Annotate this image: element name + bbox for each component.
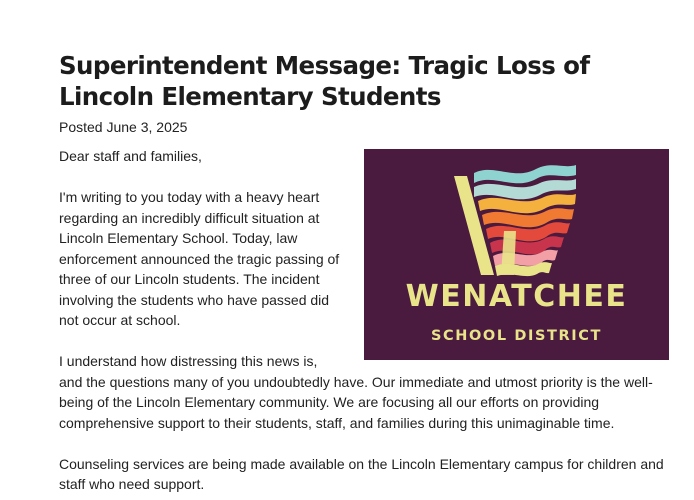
paragraph-priority: I understand how distressing this news is, and the questions many of you undoubtedly have. Our immediate and utmost priority is the well-being of the Lincoln Elementary community. We are focusing all our efforts on providing comprehensive support to their students, staff, and families during this unimaginable time. — [59, 353, 653, 431]
logo-subtitle: SCHOOL DISTRICT — [430, 328, 603, 344]
logo-wordmark: WENATCHEE — [405, 279, 628, 314]
paragraph-greeting: Dear staff and families, — [59, 148, 202, 164]
article — [59, 50, 669, 500]
page-title: Superintendent Message: Tragic Loss of Lincoln Elementary Students — [59, 51, 590, 111]
paragraph-counseling: Counseling services are being made available on the Lincoln Elementary campus for children and staff who need support. — [59, 455, 664, 492]
posted-date: Posted June 3, 2025 — [59, 119, 188, 135]
article-body — [59, 146, 669, 495]
district-logo — [364, 149, 669, 360]
paragraph-announcement: I'm writing to you today with a heavy heart regarding an incredibly difficult situation at Lincoln Elementary School. Today, law enforcement announced the tragic passing of three of our Lincoln students. The incident involving the students who have passed did not occur at school. — [59, 189, 340, 328]
